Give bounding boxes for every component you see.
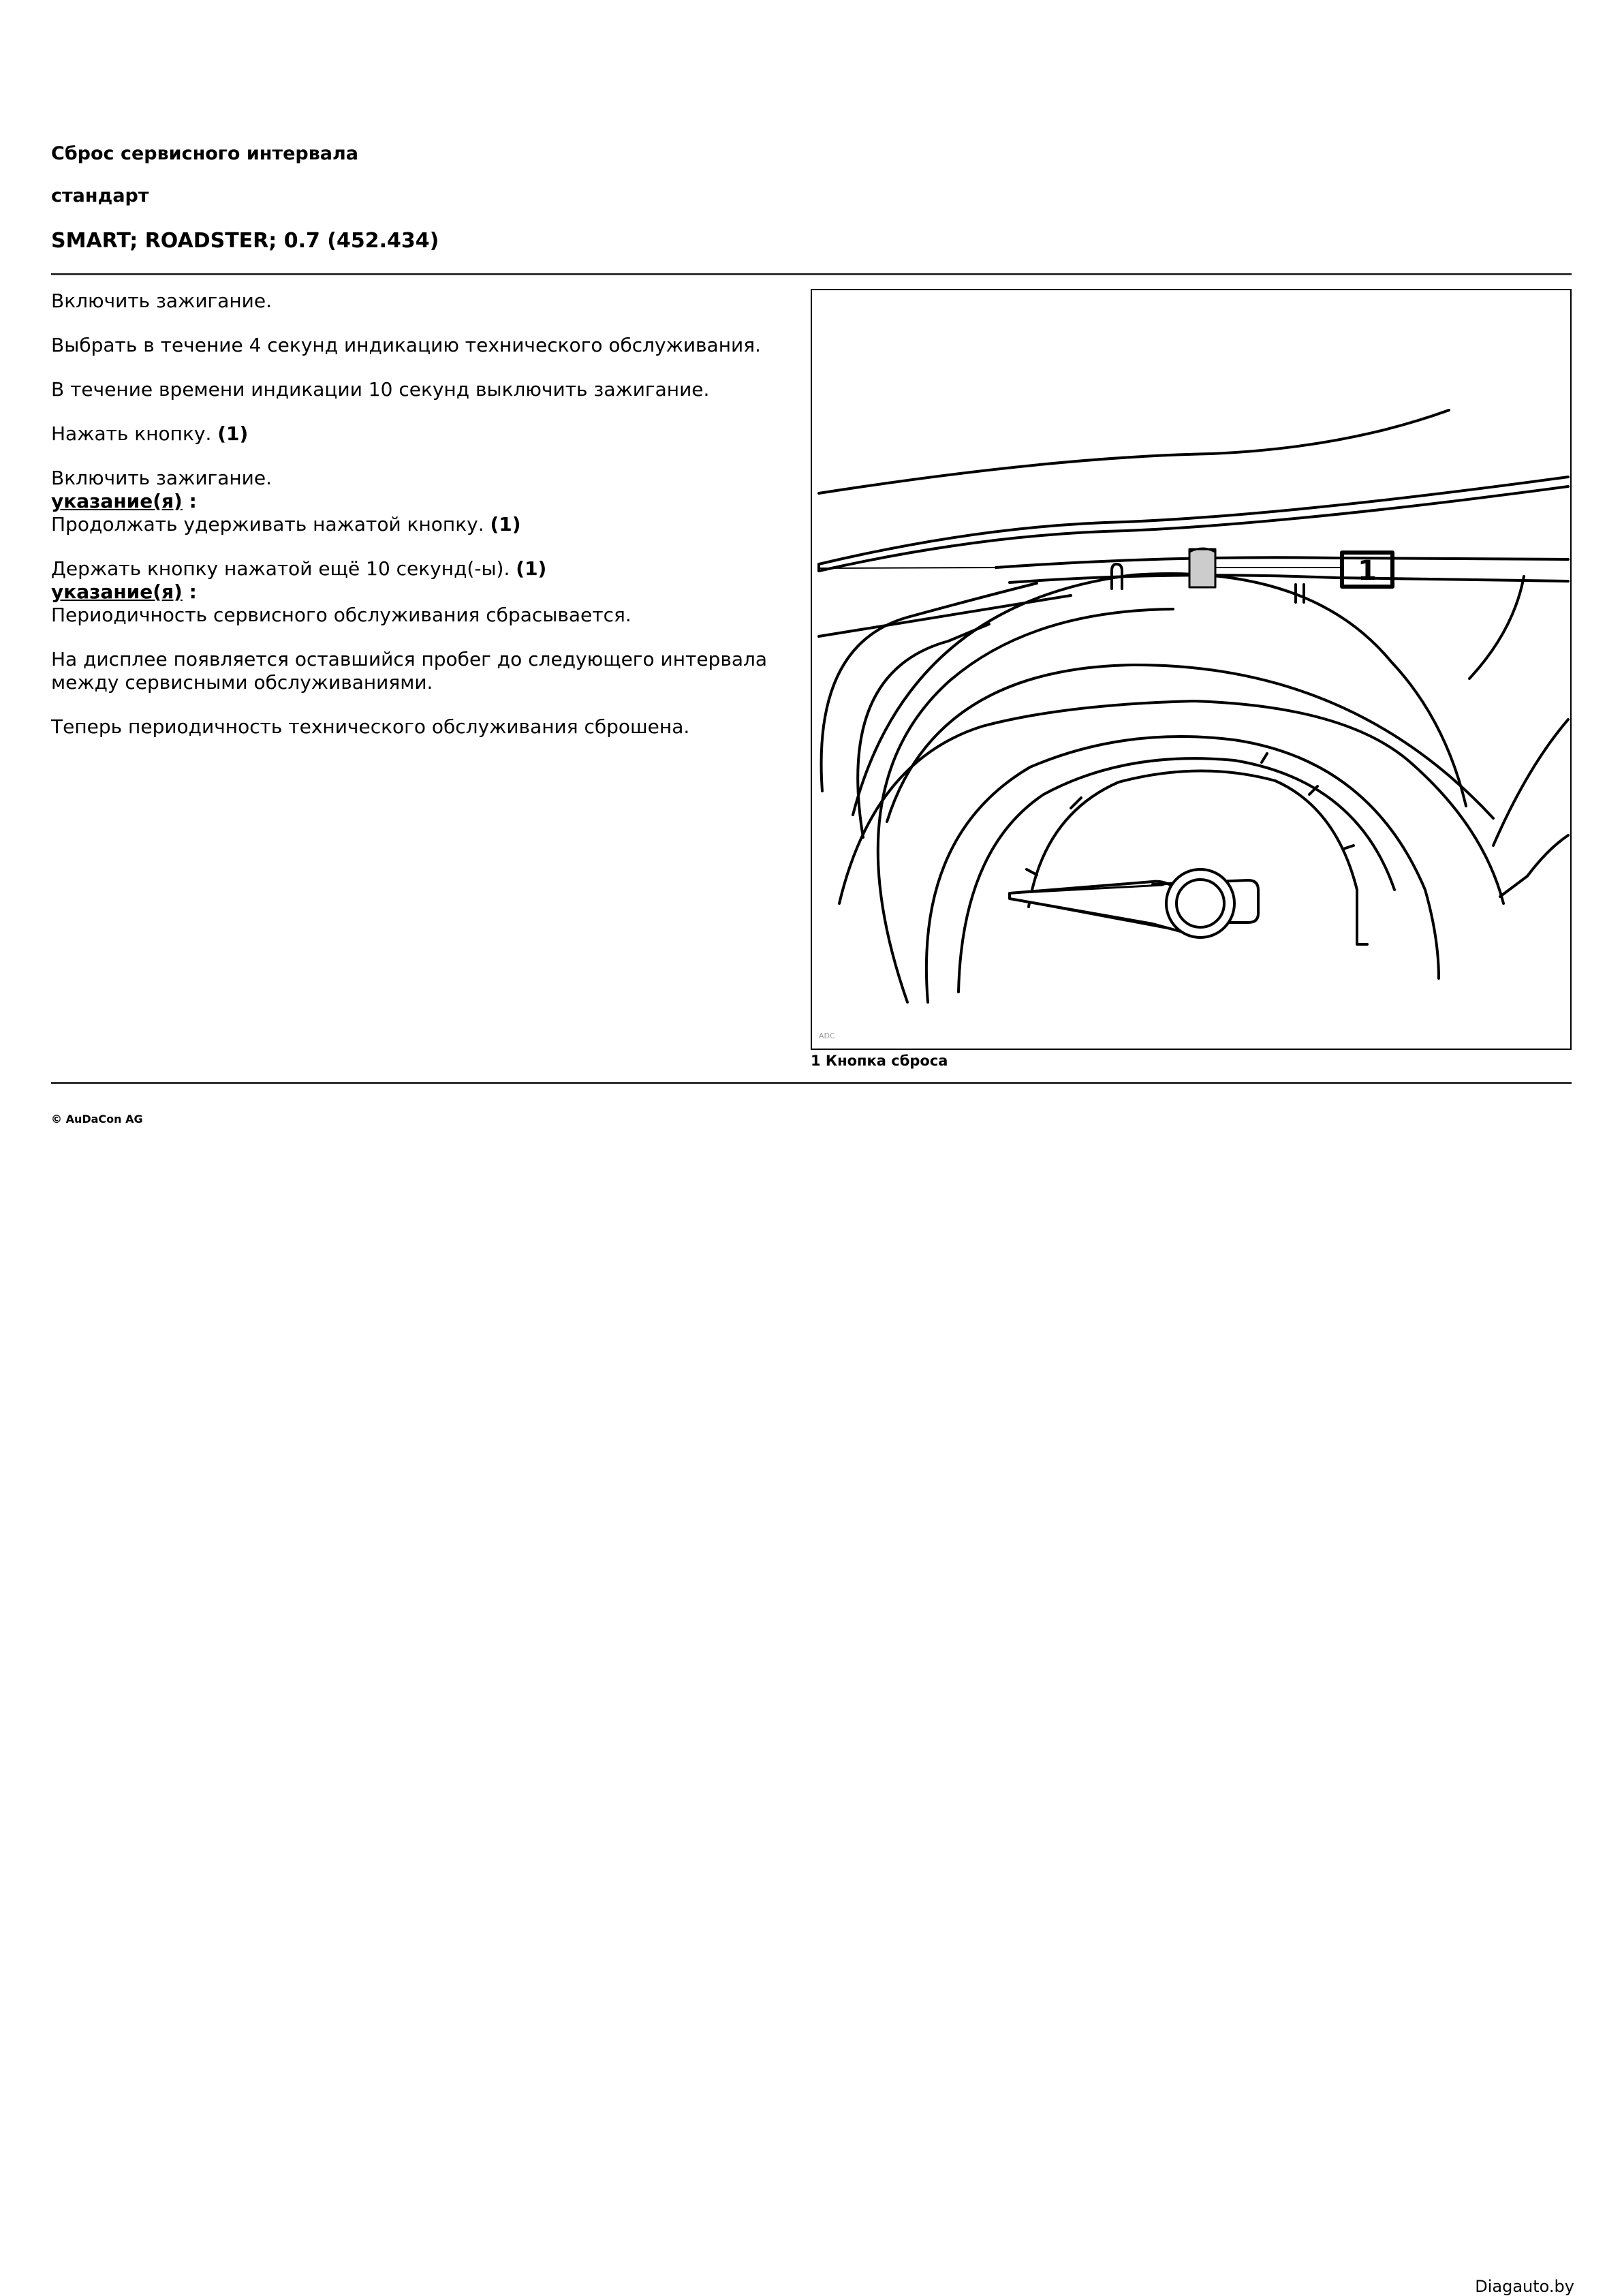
note-2: Периодичность сервисного обслуживания сбрасывается. (51, 604, 631, 626)
step-5: Включить зажигание. (51, 467, 272, 489)
step-1: Включить зажигание. (51, 290, 272, 312)
note-2-heading (51, 580, 773, 604)
step-6 (51, 557, 773, 580)
note-1-colon: : (182, 490, 197, 512)
vehicle-model: SMART; ROADSTER; 0.7 (452.434) (51, 229, 439, 253)
instrument-cluster-figure (811, 289, 1572, 1050)
procedure-steps (51, 290, 773, 739)
note-1 (51, 513, 773, 536)
step-6-ref: (1) (516, 557, 547, 580)
step-2: Выбрать в течение 4 секунд индикацию технического обслуживания. (51, 334, 761, 356)
step-6-text: Держать кнопку нажатой ещё 10 секунд(-ы). (51, 557, 516, 580)
footer-divider (51, 1082, 1572, 1084)
note-2-colon: : (182, 580, 197, 603)
step-7: На дисплее появляется оставшийся пробег до следующего интервала между сервисными обслуживаниями. (51, 648, 768, 694)
step-4-text: Нажать кнопку. (51, 422, 218, 445)
step-4 (51, 422, 773, 446)
copyright-notice: © AuDaCon AG (51, 1113, 143, 1126)
step-4-ref: (1) (217, 422, 249, 445)
site-name: Diagauto.by (1475, 2277, 1574, 2296)
note-1-text: Продолжать удерживать нажатой кнопку. (51, 513, 490, 536)
page-subtitle: стандарт (51, 185, 149, 206)
step-3: В течение времени индикации 10 секунд выключить зажигание. (51, 378, 710, 401)
figure-watermark: ADC (819, 1031, 835, 1040)
note-1-heading (51, 490, 773, 513)
note-2-label: указание(я) (51, 580, 183, 603)
step-8: Теперь периодичность технического обслуживания сброшена. (51, 715, 690, 738)
callout-label: 1 (1358, 555, 1377, 587)
figure-caption: 1 Кнопка сброса (811, 1053, 948, 1069)
note-1-ref: (1) (490, 513, 521, 536)
reset-button-part (1189, 549, 1215, 587)
header-divider (51, 273, 1572, 275)
page-title: Сброс сервисного интервала (51, 143, 359, 164)
instrument-cluster-drawing (812, 290, 1570, 1049)
note-1-label: указание(я) (51, 490, 183, 512)
